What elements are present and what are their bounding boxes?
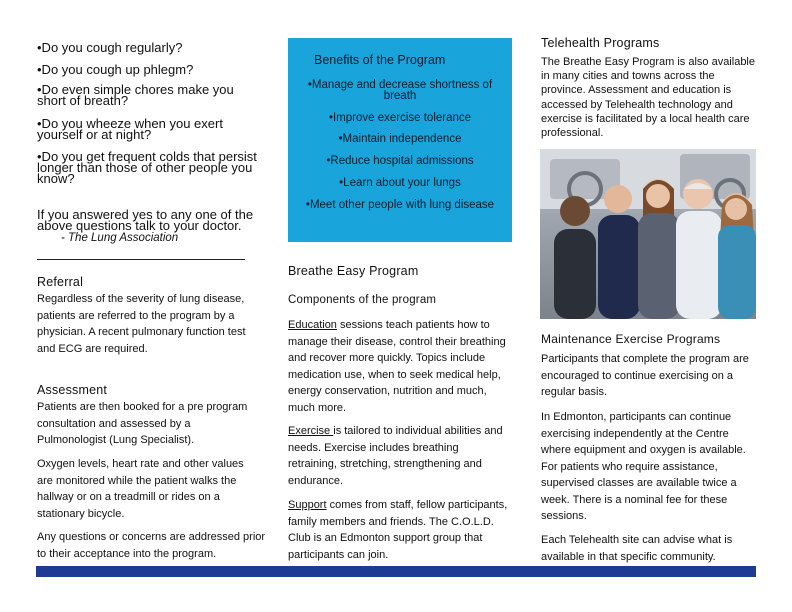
assessment-text-2: Oxygen levels, heart rate and other values are monitored while the patient walks the hallway or on a treadmill or rides on a stationary bicycle. xyxy=(37,458,244,520)
telehealth-text: The Breathe Easy Program is also available in many cities and towns across the province. Assessment and education is accessed by Telehealth technology and exercise is facilitated by a local health care professional. xyxy=(541,56,755,140)
components-heading: Components of the program xyxy=(288,294,437,306)
maintenance-text-1: Participants that complete the program are encouraged to continue exercising on a regular basis. xyxy=(541,353,749,398)
question-cough: •Do you cough regularly? xyxy=(37,40,183,55)
people-illustration xyxy=(540,149,756,319)
group-exercise-photo xyxy=(540,149,756,319)
support-term: Support xyxy=(288,499,327,511)
exercise-text: is tailored to individual abilities and needs. Exercise includes breathing retraining, stretching, strengthening and endurance. xyxy=(288,425,503,487)
maintenance-text-3: Each Telehealth site can advise what is available in that specific community. xyxy=(541,534,733,563)
support-paragraph xyxy=(288,497,514,563)
benefit-item: •Reduce hospital admissions xyxy=(326,155,474,167)
exercise-paragraph xyxy=(288,423,510,489)
education-term: Education xyxy=(288,319,337,331)
referral-heading: Referral xyxy=(37,275,84,289)
benefit-item: •Maintain independence xyxy=(338,133,462,145)
question-chores: •Do even simple chores make you short of breath? xyxy=(37,82,234,108)
benefit-item: •Meet other people with lung disease xyxy=(305,199,495,211)
benefit-item: •Learn about your lungs xyxy=(339,177,461,189)
quote-attribution: - The Lung Association xyxy=(61,232,179,244)
question-phlegm: •Do you cough up phlegm? xyxy=(37,62,194,77)
referral-text: Regardless of the severity of lung disease, patients are referred to the program by a physician. A recent pulmonary function test and ECG are required. xyxy=(37,293,246,355)
bottom-color-bar xyxy=(36,566,756,577)
maintenance-heading: Maintenance Exercise Programs xyxy=(541,332,721,346)
exercise-term: Exercise xyxy=(288,425,334,437)
support-text: comes from staff, fellow participants, family members and friends. The C.O.L.D. Club is an Edmonton support group that participants can join. xyxy=(288,499,508,561)
benefit-item: •Improve exercise tolerance xyxy=(328,112,472,124)
assessment-text-1: Patients are then booked for a pre program consultation and assessed by a Pulmonologist (Lung Specialist). xyxy=(37,401,248,446)
education-paragraph xyxy=(288,317,510,416)
maintenance-text-2: In Edmonton, participants can continue exercising independently at the Centre where equipment and oxygen is available. For patients who require assistance, supervised classes are available twice a week. There is a nominal fee for these sessions. xyxy=(541,411,746,522)
telehealth-heading: Telehealth Programs xyxy=(541,36,660,50)
benefit-item: •Manage and decrease shortness of breath xyxy=(307,79,493,102)
assessment-heading: Assessment xyxy=(37,383,108,397)
question-colds: •Do you get frequent colds that persist longer than those of other people you know? xyxy=(37,149,257,186)
breathe-easy-heading: Breathe Easy Program xyxy=(288,264,419,278)
assessment-text-3: Any questions or concerns are addressed prior to their acceptance into the program. xyxy=(37,531,266,560)
lung-association-quote xyxy=(37,209,267,244)
divider xyxy=(37,259,245,260)
education-text: sessions teach patients how to manage their disease, control their breathing and recover more quickly. Topics include medication use, when to seek medical help, energy conservation, nutrition and much, much more. xyxy=(288,319,506,414)
quote-text: If you answered yes to any one of the above questions talk to your doctor. xyxy=(37,207,254,233)
question-wheeze: •Do you wheeze when you exert yourself or at night? xyxy=(37,116,223,142)
benefits-box xyxy=(288,38,512,242)
benefits-title: Benefits of the Program xyxy=(314,53,446,67)
